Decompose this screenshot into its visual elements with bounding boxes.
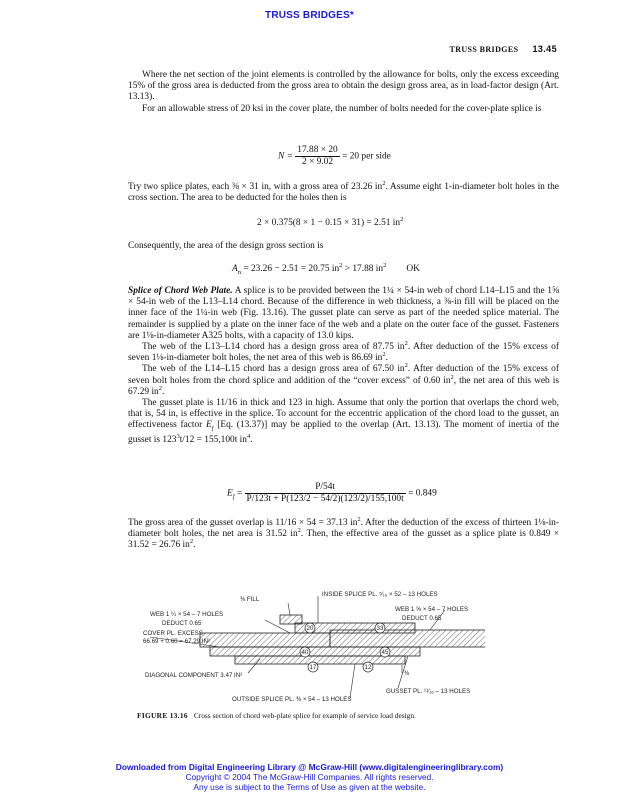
equation-effectiveness: $E_f$ = $\frac{P/54t}{P/123t + P(123/2 - 54/2)(123/2)/155,100t}$ = 0.849	[227, 482, 437, 504]
paragraph: Where the net section of the joint elements is controlled by the allowance for bolts, only the excess exceeding 15% of the gross area is deducted from the gross area to obtain the design gross area, as in load-factor design (Art. 13.13).	[128, 70, 559, 103]
circle-33	[375, 623, 385, 633]
cover-excess-value: 66.69 + 0.60 = 67.29 IN²	[143, 638, 211, 645]
diagonal-label: DIAGONAL COMPONENT 3.47 IN²	[145, 672, 243, 679]
paragraph: Try two splice plates, each ⅜ × 31 in, with a gross area of 23.26 $in^2$. Assume eight 1-in-diameter bolt holes in the cross section. The area to be deducted for the holes then is	[128, 179, 559, 204]
paragraph: The gusset plate is 11/16 in thick and 123 in high. Assume that only the portion that overlaps the chord web, that is, 54 in, is effective in the splice. To account for the eccentric application of the chord load to the gusset, an effectiveness factor $E_f$ [Eq. (13.37)] may be applied to the overlap (Art. 13.13). The moment of inertia of the gusset is $123^3t/12 = 155,100t$ $in^4$.	[128, 398, 559, 445]
web-right-plate	[330, 630, 485, 647]
figure-caption-label: FIGURE 13.16	[137, 711, 188, 720]
paragraph: The gross area of the gusset overlap is 11/16 × 54 = 37.13 $in^2$. After the deduction of the excess of thirteen 1⅛-in-diameter bolt holes, the net area is 31.52 $in^2$. Then, the effective area of the gusset as a splice plate is 0.849 × 31.52 = 26.76 $in^2$.	[128, 515, 559, 551]
paragraph: Splice of Chord Web Plate. A splice is to be provided between the 1¼ × 54-in web of chord L14–L15 and the 1⅝ × 54-in web of the L13–L14 chord. Because of the difference in web thickness, a ⅜-in fill will be placed on the inner face of the 1¼-in web (Fig. 13.16). The gusset plate can serve as part of the needed splice material. The remainder is supplied by a plate on the inner face of the web and a plate on the outer face of the gusset. Fasteners are 1⅛-in-diameter A325 bolts, with a capacity of 13.0 kips.	[128, 286, 559, 341]
web-left-label: WEB 1 ¼ × 54 – 7 HOLES	[150, 611, 224, 618]
footer	[0, 762, 619, 792]
running-head-title: TRUSS BRIDGES	[449, 45, 519, 54]
running-head	[449, 44, 557, 54]
eq-lhs: N =	[278, 151, 293, 162]
paragraph: For an allowable stress of 20 ksi in the cover plate, the number of bolts needed for the cover-plate splice is	[142, 103, 542, 114]
paragraph: The web of the L13–L14 chord has a design gross area of 87.75 $in^2$. After deduction of the 15% excess of seven 1⅛-in-diameter bolt holes, the net area of this web is 86.69 $in^2$.	[128, 339, 559, 364]
splice-cross-section-figure	[140, 585, 485, 705]
web-splice-section	[128, 286, 559, 446]
svg-text:12: 12	[364, 664, 372, 671]
splice-plate-text	[128, 179, 559, 204]
web-right-label: WEB 1 ⅝ × 54 – 7 HOLES	[395, 606, 469, 613]
fill-plate	[280, 615, 302, 624]
eq-fraction	[295, 145, 339, 168]
page-number: 13.45	[532, 44, 557, 54]
gross-section-text	[128, 241, 559, 252]
svg-text:17: 17	[309, 664, 317, 671]
circle-17	[308, 662, 318, 672]
document-banner: TRUSS BRIDGES*	[265, 10, 354, 21]
intro-text	[128, 70, 559, 115]
eq-numerator: 17.88 × 20	[297, 145, 338, 155]
gusset-area-text	[128, 515, 559, 552]
paragraph: Consequently, the area of the design gross section is	[128, 241, 324, 251]
gusset-label: GUSSET PL. ¹¹⁄₁₆ – 13 HOLES	[386, 688, 471, 695]
eq-numerator: P/54t	[245, 482, 406, 494]
eq-rhs: = 20 per side	[342, 151, 391, 162]
figure-caption-text: Cross section of chord web-plate splice for example of service load design.	[193, 711, 416, 720]
cover-excess-label: COVER PL. EXCESS	[143, 630, 203, 637]
web-right-deduct-label: DEDUCT 0.65	[402, 615, 442, 622]
footer-download-link[interactable]: Downloaded from Digital Engineering Library @ McGraw-Hill (www.digitalengineeringlibrary.com)	[115, 762, 504, 772]
eq-denominator: 2 × 9.02	[301, 157, 334, 167]
footer-copyright: Copyright © 2004 The McGraw-Hill Companies. All rights reserved.	[185, 772, 434, 782]
figure-caption	[137, 711, 416, 720]
circle-45	[380, 647, 390, 657]
circle-20	[305, 623, 315, 633]
inside-splice-label: INSIDE SPLICE PL. ⁵⁄₁₆ × 52 – 13 HOLES	[322, 591, 438, 598]
thickness-label: ⅜	[404, 670, 410, 677]
outside-splice-label: OUTSIDE SPLICE PL. ⅜ × 54 – 13 HOLES	[232, 696, 352, 703]
circle-12	[363, 662, 373, 672]
eq-fraction	[245, 482, 406, 505]
svg-text:33: 33	[376, 625, 384, 632]
web-left-deduct-label: DEDUCT 0.65	[162, 620, 202, 627]
footer-terms: Any use is subject to the Terms of Use as given at the website.	[193, 782, 426, 792]
circle-40	[300, 647, 310, 657]
paragraph: The web of the L14–L15 chord has a design gross area of 67.50 $in^2$. After deduction of the 15% excess of seven bolt holes from the chord splice and addition of the “cover excess” of 0.60 $in^2$, the net area of this web is 67.29 $in^2$.	[128, 362, 559, 397]
equation-deduction: 2 × 0.375(8 × 1 − 0.15 × 31) = 2.51 $in^2$	[257, 215, 404, 228]
eq-denominator: P/123t + P(123/2 − 54/2)(123/2)/155,100t	[246, 494, 404, 504]
fill-label: ⅜ FILL	[240, 596, 260, 603]
svg-text:40: 40	[301, 649, 309, 656]
equation-net-area: $A_n = 23.26 - 2.51 = 20.75$ $in^2 > 17.88$ $in^2$ OK	[232, 261, 420, 276]
outside-splice-plate	[235, 656, 405, 664]
svg-text:20: 20	[306, 625, 314, 632]
equation-bolts	[278, 145, 391, 168]
svg-text:45: 45	[381, 649, 389, 656]
web-left-plate	[200, 633, 330, 647]
